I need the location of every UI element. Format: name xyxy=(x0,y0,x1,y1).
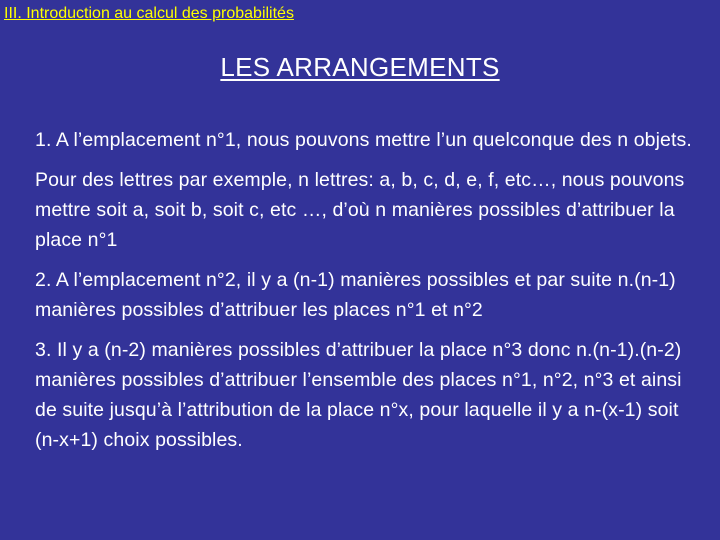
paragraph-step-1: 1. A l’emplacement n°1, nous pouvons mettre l’un quelconque des n objets. xyxy=(35,129,692,151)
section-header: III. Introduction au calcul des probabilités xyxy=(4,5,294,22)
paragraph-letters-example: Pour des lettres par exemple, n lettres: a, b, c, d, e, f, etc…, nous pouvons mettre soit a, soit b, soit c, etc …, d’où n manières possibles d’attribuer la place n°1 xyxy=(35,169,685,251)
slide-body xyxy=(35,125,705,465)
paragraph-step-3: 3. Il y a (n-2) manières possibles d’attribuer la place n°3 donc n.(n-1).(n-2) manières possibles d’attribuer l’ensemble des places n°1, n°2, n°3 et ainsi de suite jusqu’à l’attribution de la place n°x, pour laquelle il y a n-(x-1) soit (n-x+1) choix possibles. xyxy=(35,339,682,451)
slide-title: LES ARRANGEMENTS xyxy=(220,52,500,82)
paragraph-step-2: 2. A l’emplacement n°2, il y a (n-1) manières possibles et par suite n.(n-1) manières possibles d’attribuer les places n°1 et n°2 xyxy=(35,269,676,321)
